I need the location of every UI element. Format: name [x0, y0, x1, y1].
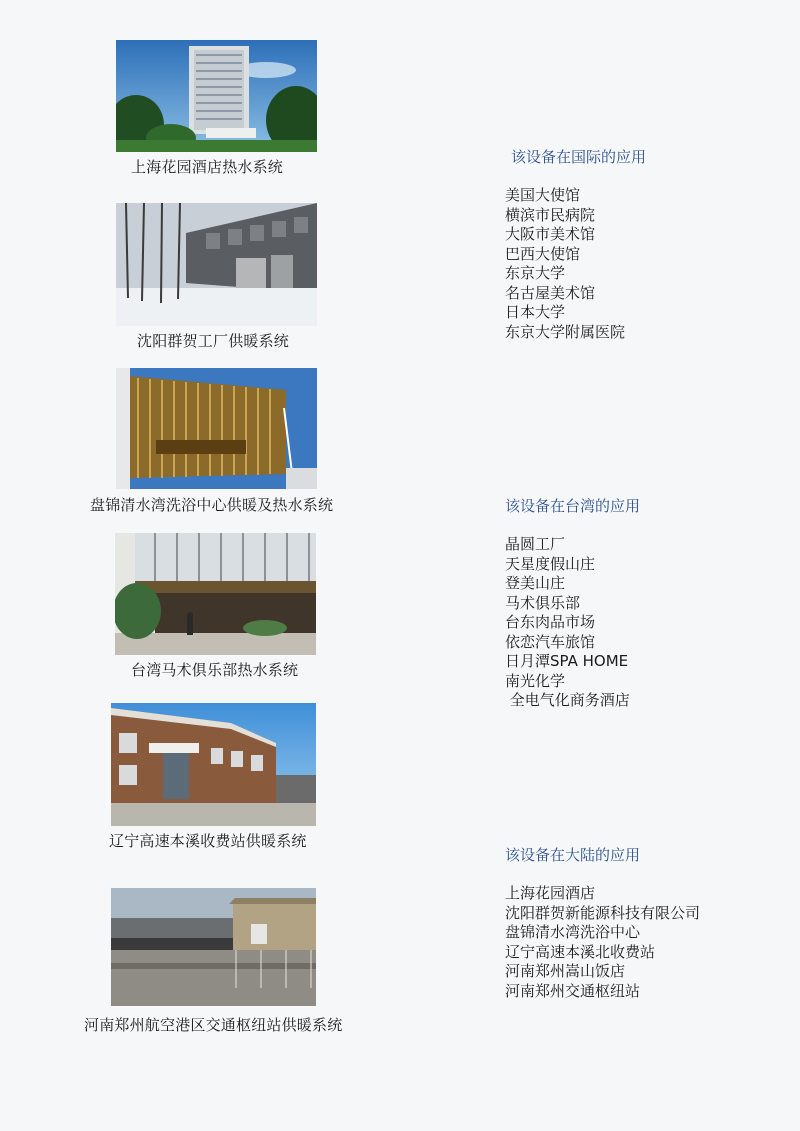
application-list — [505, 186, 646, 342]
list-item: 晶圆工厂 — [505, 535, 566, 553]
list-item: 日本大学 — [505, 303, 566, 321]
list-item: 登美山庄 — [505, 574, 566, 592]
application-list — [505, 535, 640, 711]
list-item: 依恋汽车旅馆 — [505, 632, 596, 651]
section-taiwan — [505, 497, 640, 711]
list-item: 美国大使馆 — [505, 186, 581, 204]
photo-caption: 辽宁高速本溪收费站供暖系统 — [109, 832, 307, 850]
section-mainland — [505, 846, 700, 1001]
list-item: 辽宁高速本溪北收费站 — [505, 942, 656, 961]
photo-caption: 台湾马术俱乐部热水系统 — [131, 661, 299, 679]
photo-caption: 沈阳群贺工厂供暖系统 — [137, 332, 290, 350]
photo-zhengzhou-transport-hub — [111, 888, 316, 1006]
section-title: 该设备在大陆的应用 — [505, 846, 641, 864]
list-item: 河南郑州交通枢纽站 — [505, 981, 641, 1000]
application-list — [505, 884, 700, 1001]
photo-panjin-bath-center — [116, 368, 317, 489]
photo-caption: 上海花园酒店热水系统 — [131, 158, 284, 176]
photo-shanghai-hotel — [116, 40, 317, 152]
list-item: 盘锦清水湾洗浴中心 — [505, 923, 641, 941]
list-item: 东京大学 — [505, 264, 566, 282]
list-item: 东京大学附属医院 — [505, 322, 626, 341]
photo-taiwan-equestrian-club — [115, 533, 316, 655]
list-item: 天星度假山庄 — [505, 554, 596, 573]
photo-shenyang-factory — [116, 203, 317, 326]
list-item: 日月潭SPA HOME — [505, 652, 629, 670]
list-item: 大阪市美术馆 — [505, 225, 596, 243]
list-item: 横滨市民病院 — [505, 205, 596, 224]
list-item: 巴西大使馆 — [505, 244, 581, 263]
list-item: 台东肉品市场 — [505, 613, 596, 631]
section-title: 该设备在国际的应用 — [511, 148, 647, 166]
list-item: 名古屋美术馆 — [505, 283, 596, 302]
photo-liaoning-toll-station — [111, 703, 316, 826]
section-international — [505, 148, 647, 342]
list-item: 南光化学 — [505, 671, 566, 690]
section-title: 该设备在台湾的应用 — [505, 497, 641, 515]
list-item: 全电气化商务酒店 — [505, 691, 630, 709]
list-item: 马术俱乐部 — [505, 593, 581, 612]
list-item: 沈阳群贺新能源科技有限公司 — [505, 903, 701, 922]
photo-caption: 河南郑州航空港区交通枢纽站供暖系统 — [84, 1016, 343, 1034]
list-item: 河南郑州嵩山饭店 — [505, 962, 626, 980]
list-item: 上海花园酒店 — [505, 884, 596, 902]
photo-caption: 盘锦清水湾洗浴中心供暖及热水系统 — [90, 496, 334, 514]
